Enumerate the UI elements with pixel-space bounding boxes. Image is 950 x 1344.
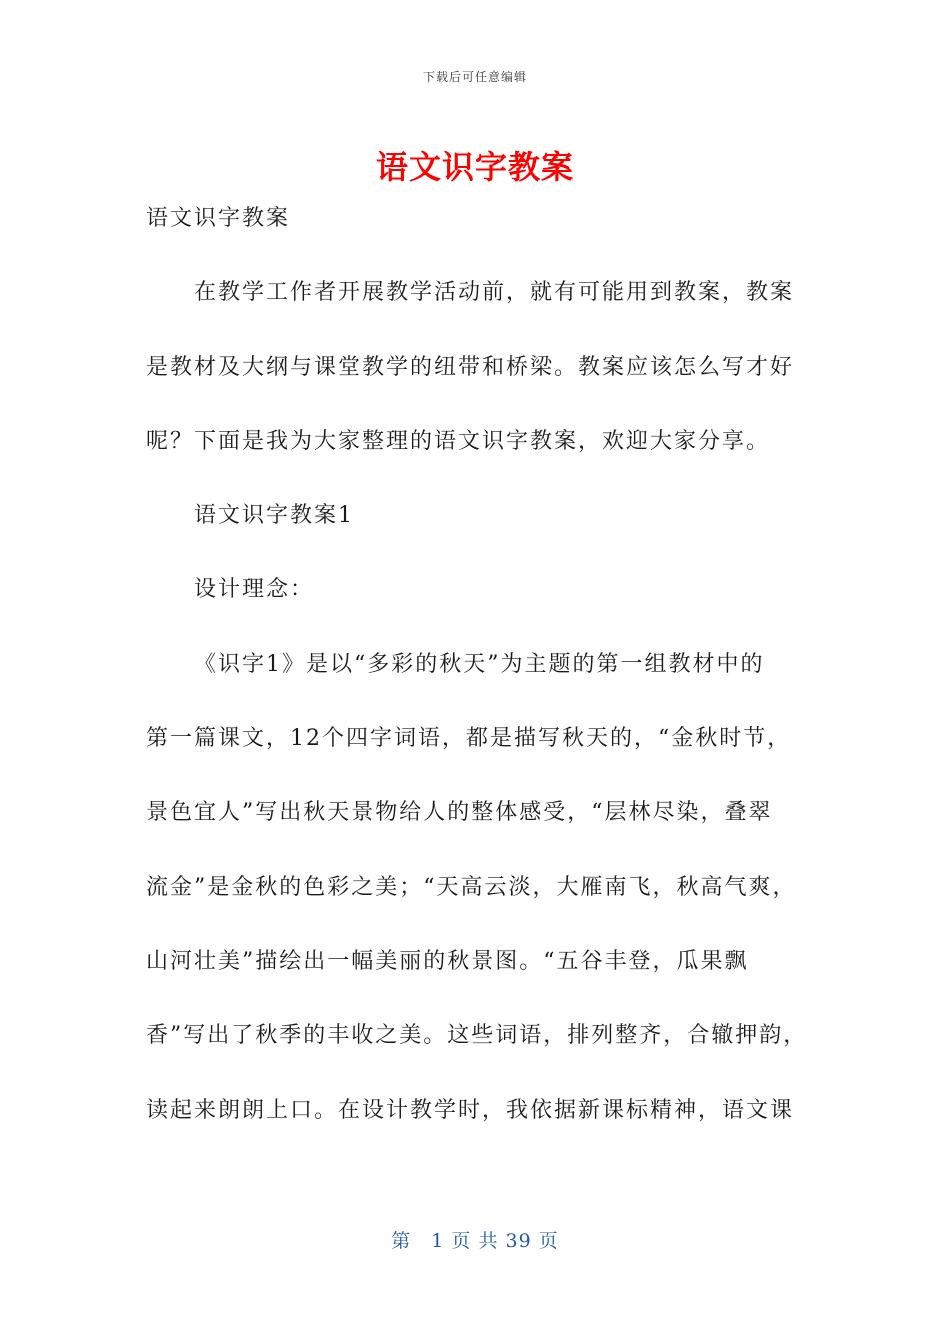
subsection-heading: 设计理念： [194, 577, 315, 603]
header-note: 下载后可任意编辑 [422, 70, 527, 84]
body-line: 《识字1》是以“多彩的秋天”为主题的第一组教材中的 [194, 651, 765, 677]
document-title: 语文识字教案 [375, 148, 574, 186]
body-line: 第一篇课文，12个四字词语，都是描写秋天的，“金秋时节， [146, 726, 792, 752]
body-line: 是教材及大纲与课堂教学的纽带和桥梁。教案应该怎么写才好 [146, 354, 795, 380]
section-heading: 语文识字教案1 [194, 503, 354, 529]
page-number: 第 1 页 共 39 页 [391, 1230, 559, 1252]
body-line: 景色宜人”写出秋天景物给人的整体感受，“层林尽染，叠翠 [146, 800, 773, 826]
body-line: 语文识字教案 [146, 206, 291, 231]
body-line: 呢？下面是我为大家整理的语文识字教案，欢迎大家分享。 [146, 428, 771, 454]
body-line: 读起来朗朗上口。在设计教学时，我依据新课标精神，语文课 [146, 1097, 795, 1123]
body-line: 山河壮美”描绘出一幅美丽的秋景图。“五谷丰登，瓜果飘 [146, 948, 749, 974]
body-line: 香”写出了秋季的丰收之美。这些词语，排列整齐，合辙押韵， [146, 1023, 808, 1049]
body-line: 流金”是金秋的色彩之美；“天高云淡，大雁南飞，秋高气爽， [146, 874, 797, 900]
document-body [146, 195, 806, 1161]
body-line: 在教学工作者开展教学活动前，就有可能用到教案，教案 [194, 280, 795, 306]
